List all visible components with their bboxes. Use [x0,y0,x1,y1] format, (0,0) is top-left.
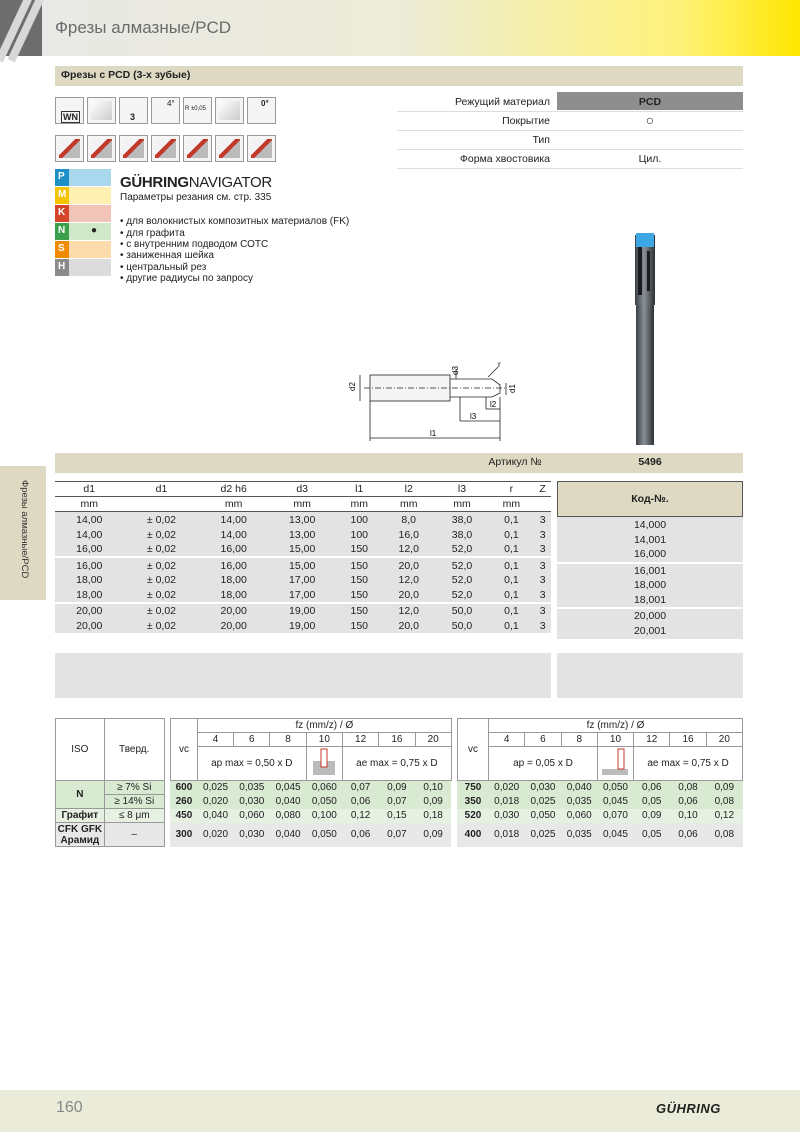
fz-cell: 0,050 [597,781,633,795]
code-cell: 16,000 [557,547,743,562]
fz-cell: 0,06 [670,795,706,809]
feature-item: • заниженная шейка [120,250,214,261]
table-cell: 20,0 [398,588,419,601]
col-header: d2 h6 [199,482,268,497]
chamfer-icon [247,135,276,162]
fz-cell: 0,040 [561,781,597,795]
fz-cell: 0,060 [306,781,342,795]
fz-cell: 0,06 [342,823,378,847]
table-cell: 8,0 [401,513,417,526]
milling-left-icon [306,747,342,781]
table-row [55,603,551,618]
iso-bar-s [55,241,111,258]
table-cell: 3 [539,528,546,541]
feature-item: • центральный рез [120,262,207,273]
table-cell: 13,00 [289,513,316,526]
code-cell: 14,000 [557,517,743,532]
feature-item: • другие радиусы по запросу [120,273,253,284]
header-logo-block [0,0,42,56]
iso-letter: P [58,171,65,182]
table-cell: 52,0 [451,588,473,601]
spec-label-material: Режущий материал [455,96,550,108]
fz-cell: 0,018 [489,795,525,809]
vc-cell: 750 [457,781,488,795]
diameter-left: 8 [270,733,306,747]
ae-left: ae max = 0,75 x D [342,747,451,781]
fz-cell: 0,020 [197,823,233,847]
iso-letter: S [58,243,65,254]
fz-cell: 0,12 [706,809,742,823]
col-header: r [489,482,535,497]
fz-cell: 0,08 [706,823,742,847]
table-cell: 50,0 [451,619,473,632]
spec-value-material: PCD [638,96,662,108]
fz-cell: 0,035 [234,781,270,795]
side-mill-icon [215,135,244,162]
fz-cell: 0,025 [525,823,561,847]
vc-cell: 600 [170,781,197,795]
unit-cell: mm [268,497,337,512]
table-cell: 52,0 [451,543,473,556]
unit-cell: mm [435,497,488,512]
diameter-left: 10 [306,733,342,747]
fz-cell: 0,030 [234,823,270,847]
table-cell: 0,1 [489,603,535,618]
table-cell: ± 0,02 [146,528,177,541]
vc-header-right: vc [457,719,488,781]
table-cell: 14,00 [76,513,103,526]
table-cell: 38,0 [451,513,473,526]
fz-cell: 0,030 [525,781,561,795]
fz-cell: 0,06 [670,823,706,847]
iso-bar-k [55,205,111,222]
table-cell: 50,0 [435,603,488,618]
navigator-product: NAVIGATOR [188,174,272,191]
spec-divider [397,168,743,169]
fz-cell: 0,030 [489,809,525,823]
feature-item: • для волокнистых композитных материалов (FK) [120,216,350,227]
slot-icon [119,135,148,162]
fz-cell: 0,040 [270,823,306,847]
iso-letter: H [58,261,66,272]
spec-divider [397,130,743,131]
fz-cell: 0,10 [670,809,706,823]
page-title: Фрезы алмазные/PCD [55,18,231,37]
iso-letter: M [58,189,67,200]
table-cell: 150 [350,543,369,556]
iso-group: N [56,781,105,809]
table-cell: 16,00 [55,557,124,572]
fz-cell: 0,07 [342,781,378,795]
iso-bar-h [55,259,111,276]
col-header: Z [534,482,551,497]
table-cell: 15,00 [289,543,316,556]
fz-cell: 0,060 [234,809,270,823]
unit-cell: mm [199,497,268,512]
drawing-label-d2: d2 [348,382,357,391]
table-cell: 3 [534,557,551,572]
iso-header: ISO [56,719,105,781]
unit-cell: mm [489,497,535,512]
fz-cell: 0,06 [342,795,378,809]
spec-value-shank: Цил. [638,153,662,165]
unit-cell [124,497,200,512]
table-cell: ± 0,02 [146,513,177,526]
diameter-left: 12 [342,733,378,747]
fz-cell: 0,045 [597,795,633,809]
unit-cell: mm [382,497,435,512]
fz-cell: 0,10 [415,781,451,795]
table-cell: 18,00 [76,574,103,587]
fz-cell: 0,070 [597,809,633,823]
spec-divider [397,149,743,150]
article-label: Артикул № [488,456,542,468]
table-cell: 14,00 [76,528,103,541]
unit-cell: mm [336,497,382,512]
rake-angle-icon: 0° [247,97,276,124]
dims-table-fill [55,653,551,698]
diameter-left: 20 [415,733,451,747]
table-cell: 19,00 [289,619,316,632]
table-cell: 0,1 [504,513,519,526]
fz-cell: 0,07 [379,823,415,847]
drawing-label-d1: d1 [508,384,517,393]
vc-header-left: vc [170,719,197,781]
fz-cell: 0,12 [342,809,378,823]
table-cell: 3 [539,619,546,632]
fz-cell: 0,035 [561,795,597,809]
fz-cell: 0,05 [634,795,670,809]
section-title: Фрезы с PCD (3-х зубые) [61,69,191,81]
diameter-right: 6 [525,733,561,747]
table-cell: 0,1 [489,557,535,572]
helical-cut-icon [55,135,84,162]
drawing-label-l2: l2 [490,400,497,409]
diameter-right: 8 [561,733,597,747]
table-cell: 150 [350,619,369,632]
vc-cell: 260 [170,795,197,809]
technical-drawing [340,355,530,445]
fz-cell: 0,060 [561,809,597,823]
table-cell: 0,1 [504,574,519,587]
fz-cell: 0,045 [270,781,306,795]
table-row [55,542,551,557]
code-row [557,578,743,593]
col-header: l1 [336,482,382,497]
diameter-right: 4 [489,733,525,747]
fz-cell: 0,08 [670,781,706,795]
hardness-cell: ≥ 7% Si [104,781,164,795]
table-cell: 18,00 [220,588,247,601]
table-cell: 16,00 [199,557,268,572]
navigator-brand: GÜHRING [120,174,189,191]
drawing-label-d3: d3 [451,366,460,375]
fz-cell: 0,09 [634,809,670,823]
fz-cell: 0,09 [415,795,451,809]
table-cell: ± 0,02 [146,619,177,632]
table-cell: 13,00 [289,528,316,541]
table-cell: 17,00 [289,588,316,601]
diameter-left: 4 [197,733,233,747]
table-cell: ± 0,02 [146,543,177,556]
table-cell: 0,1 [504,528,519,541]
table-cell: 0,1 [504,543,519,556]
code-cell: 18,000 [557,578,743,593]
fz-cell: 0,030 [234,795,270,809]
feature-item: • для графита [120,228,185,239]
table-cell: 12,0 [398,543,419,556]
spec-value-coating: ○ [645,112,655,128]
fz-cell: 0,050 [306,823,342,847]
table-cell: 14,00 [220,528,247,541]
fz-cell: 0,045 [597,823,633,847]
col-header: l2 [382,482,435,497]
table-row [55,527,551,542]
fz-cell: 0,08 [706,795,742,809]
hardness-header: Тверд. [104,719,164,781]
spec-label-coating: Покрытие [502,115,550,127]
cutting-row [56,795,743,809]
iso-mark: ● [91,225,98,236]
table-cell: ± 0,02 [124,557,200,572]
code-row [557,593,743,608]
table-cell: 18,00 [76,588,103,601]
table-cell: 3 [539,513,546,526]
code-cell: 20,000 [557,608,743,623]
cutting-row [56,781,743,795]
fz-cell: 0,07 [379,795,415,809]
iso-group: Графит [56,809,105,823]
code-row [557,547,743,562]
fz-cell: 0,09 [706,781,742,795]
table-cell: 20,00 [220,619,247,632]
table-cell: 16,0 [398,528,419,541]
fz-cell: 0,050 [525,809,561,823]
hardness-cell: – [104,823,164,847]
dims-units-row [55,497,551,512]
fz-cell: 0,040 [197,809,233,823]
table-cell: 20,00 [76,619,103,632]
angle-icon: 4° [151,97,180,124]
navigator-subtitle: Параметры резания см. стр. 335 [120,192,272,203]
codes-table-fill [557,653,743,698]
cutting-row [56,809,743,823]
unit-cell: mm [55,497,124,512]
table-cell: 14,00 [220,513,247,526]
coolant-icon [215,97,244,124]
table-cell: ± 0,02 [124,603,200,618]
vc-cell: 520 [457,809,488,823]
code-cell: 20,001 [557,623,743,638]
iso-bar-m [55,187,111,204]
vc-cell: 350 [457,795,488,809]
table-cell: 16,00 [76,543,103,556]
table-cell: 38,0 [451,528,473,541]
table-row [55,573,551,588]
table-cell: 3 [539,574,546,587]
code-row [557,563,743,578]
surface-icon [87,97,116,124]
fz-cell: 0,018 [489,823,525,847]
diameter-right: 12 [634,733,670,747]
fz-cell: 0,035 [561,823,597,847]
table-cell: 20,00 [55,603,124,618]
ap-right: ap = 0,05 x D [489,747,598,781]
iso-bar-p [55,169,111,186]
table-cell: 12,0 [398,574,419,587]
col-header: d3 [268,482,337,497]
code-row [557,608,743,623]
drawing-label-r: r [498,360,501,369]
code-row [557,517,743,532]
table-cell: 0,1 [504,588,519,601]
table-cell: 3 [534,603,551,618]
cutting-data-table [55,718,743,847]
table-cell: 19,00 [268,603,337,618]
fz-cell: 0,09 [379,781,415,795]
table-cell: 3 [539,588,546,601]
dimensions-table [55,481,551,633]
diameter-left: 6 [234,733,270,747]
hardness-cell: ≥ 14% Si [104,795,164,809]
diameter-right: 20 [706,733,742,747]
dims-header-row [55,482,551,497]
vc-cell: 400 [457,823,488,847]
code-row [557,623,743,638]
footer-brand: GÜHRING [656,1101,721,1116]
iso-letter: K [58,207,66,218]
unit-cell [534,497,551,512]
table-cell: 18,00 [220,574,247,587]
tool-photo [630,225,660,447]
spec-label-type: Тип [532,134,550,146]
feature-item: • с внутренним подводом СОТС [120,239,269,250]
col-header: d1 [124,482,200,497]
table-cell: 16,00 [220,543,247,556]
table-cell: 150 [336,603,382,618]
ramp-icon [151,135,180,162]
table-cell: 3 [539,543,546,556]
diameter-right: 16 [670,733,706,747]
table-cell: 150 [350,588,369,601]
table-cell: ± 0,02 [146,574,177,587]
table-cell: 52,0 [435,557,488,572]
spec-label-shank: Форма хвостовика [459,153,550,165]
fz-cell: 0,09 [415,823,451,847]
fz-cell: 0,040 [270,795,306,809]
fz-cell: 0,100 [306,809,342,823]
drawing-label-l1: l1 [430,429,437,438]
iso-group: CFK GFK Арамид [56,823,105,847]
col-header: l3 [435,482,488,497]
table-cell: 100 [350,528,369,541]
fz-cell: 0,020 [489,781,525,795]
table-row [55,512,551,527]
diameter-left: 16 [379,733,415,747]
drill-icon [183,135,212,162]
table-row [55,618,551,633]
drawing-label-l3: l3 [470,412,477,421]
diameter-right: 10 [597,733,633,747]
table-cell: 17,00 [289,574,316,587]
codes-table [557,517,743,639]
table-cell: 20,0 [398,619,419,632]
table-cell: 150 [350,574,369,587]
table-cell: 12,0 [382,603,435,618]
col-header: d1 [55,482,124,497]
fz-header-right: fz (mm/z) / Ø [489,719,743,733]
flute-count-icon: 3 [119,97,148,124]
ae-right: ae max = 0,75 x D [634,747,743,781]
page-number: 160 [56,1099,83,1116]
fz-cell: 0,025 [525,795,561,809]
fz-header-left: fz (mm/z) / Ø [197,719,451,733]
iso-letter: N [58,225,66,236]
table-cell: 100 [350,513,369,526]
hardness-cell: ≤ 8 μm [104,809,164,823]
vc-cell: 300 [170,823,197,847]
article-number: 5496 [638,456,662,468]
fz-cell: 0,18 [415,809,451,823]
fz-cell: 0,15 [379,809,415,823]
code-cell: 14,001 [557,532,743,547]
table-cell: 20,0 [382,557,435,572]
table-row [55,588,551,603]
plunge-icon [87,135,116,162]
table-cell: ± 0,02 [146,588,177,601]
code-cell: 18,001 [557,593,743,608]
code-row [557,532,743,547]
cutting-row [56,823,743,847]
fz-cell: 0,020 [197,795,233,809]
table-cell: 20,00 [199,603,268,618]
code-cell: 16,001 [557,563,743,578]
fz-cell: 0,050 [306,795,342,809]
wn-icon: WN [55,97,84,124]
radius-tolerance-icon: R ±0,05 [183,97,212,124]
table-cell: 150 [336,557,382,572]
fz-cell: 0,06 [634,781,670,795]
code-header: Код-№. [557,481,743,517]
table-row [55,557,551,572]
fz-cell: 0,025 [197,781,233,795]
side-tab-label: Фрезы алмазные/PCD [19,480,30,579]
fz-cell: 0,080 [270,809,306,823]
table-cell: 52,0 [451,574,473,587]
fz-cell: 0,05 [634,823,670,847]
navigator-logo [120,174,272,191]
section-bar [55,66,743,86]
milling-right-icon [597,747,633,781]
vc-cell: 450 [170,809,197,823]
iso-bar-n [55,223,111,240]
table-cell: 15,00 [268,557,337,572]
ap-left: ap max = 0,50 x D [197,747,306,781]
table-cell: 0,1 [504,619,519,632]
